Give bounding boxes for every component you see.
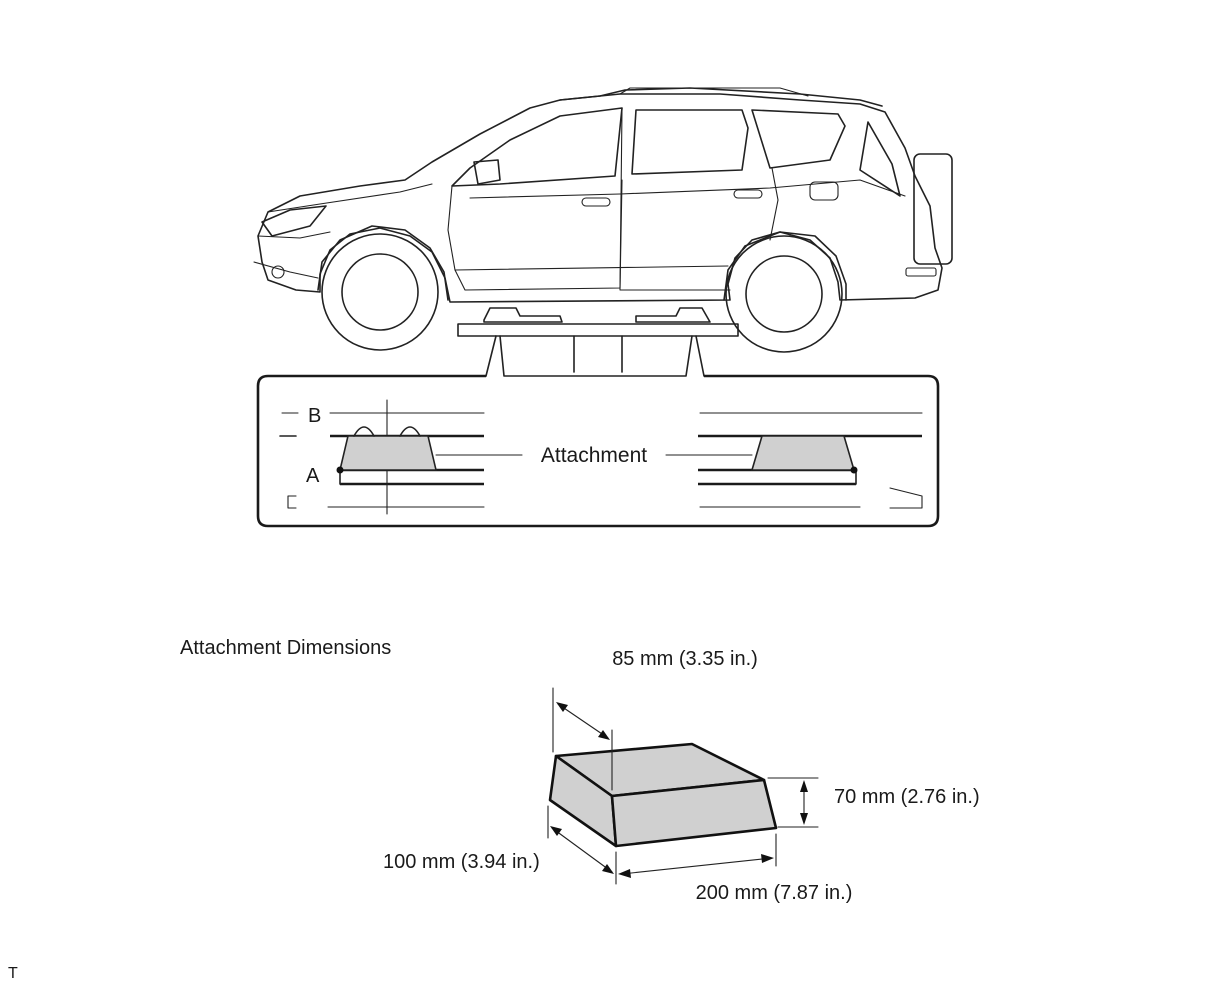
rocker-line	[455, 266, 728, 270]
middle-window	[632, 110, 748, 174]
dimensions-heading: Attachment Dimensions	[180, 637, 392, 659]
body-crease	[470, 180, 905, 198]
corner-mark: T	[8, 965, 18, 982]
spare-tire-cover	[914, 154, 952, 264]
attachment-left	[340, 436, 436, 470]
dim-top-label: 85 mm (3.35 in.)	[612, 648, 758, 670]
rear-quarter-window	[860, 122, 900, 196]
roof-rail	[560, 88, 882, 106]
attachment-label: Attachment	[540, 444, 648, 467]
rear-wheel-arch	[724, 232, 846, 300]
dim-length-label: 200 mm (7.87 in.)	[695, 882, 853, 904]
dim-height-label: 70 mm (2.76 in.)	[834, 786, 980, 808]
fuel-door	[810, 182, 838, 200]
lift-base	[486, 336, 704, 376]
vehicle-illustration	[254, 88, 952, 352]
lift-post	[574, 336, 622, 372]
rear-door-handle	[734, 190, 762, 198]
right-contact-dot	[851, 467, 858, 474]
rear-window	[752, 110, 845, 168]
front-wheel-arch	[318, 226, 448, 300]
lift-platform	[458, 308, 738, 376]
rear-lamp	[906, 268, 936, 276]
lift-deck	[458, 324, 738, 336]
label-a: A	[306, 465, 320, 487]
label-b: B	[308, 405, 322, 427]
rear-wheel	[726, 236, 842, 352]
dimensions-section	[180, 637, 980, 904]
side-mirror	[474, 160, 500, 184]
rear-door-line	[620, 108, 778, 290]
front-wheel	[322, 234, 438, 350]
front-window	[452, 108, 622, 186]
front-door-handle	[582, 198, 610, 206]
lift-pad-rear	[636, 308, 710, 322]
attachment-right	[752, 436, 854, 470]
dim-length-arrow	[622, 858, 772, 874]
detail-view	[258, 376, 938, 526]
point-a-dot	[337, 467, 344, 474]
dim-depth-label: 100 mm (3.94 in.)	[383, 851, 540, 873]
fog-light	[272, 266, 284, 278]
dim-top-arrow	[558, 704, 608, 738]
lift-pad-front	[484, 308, 562, 322]
